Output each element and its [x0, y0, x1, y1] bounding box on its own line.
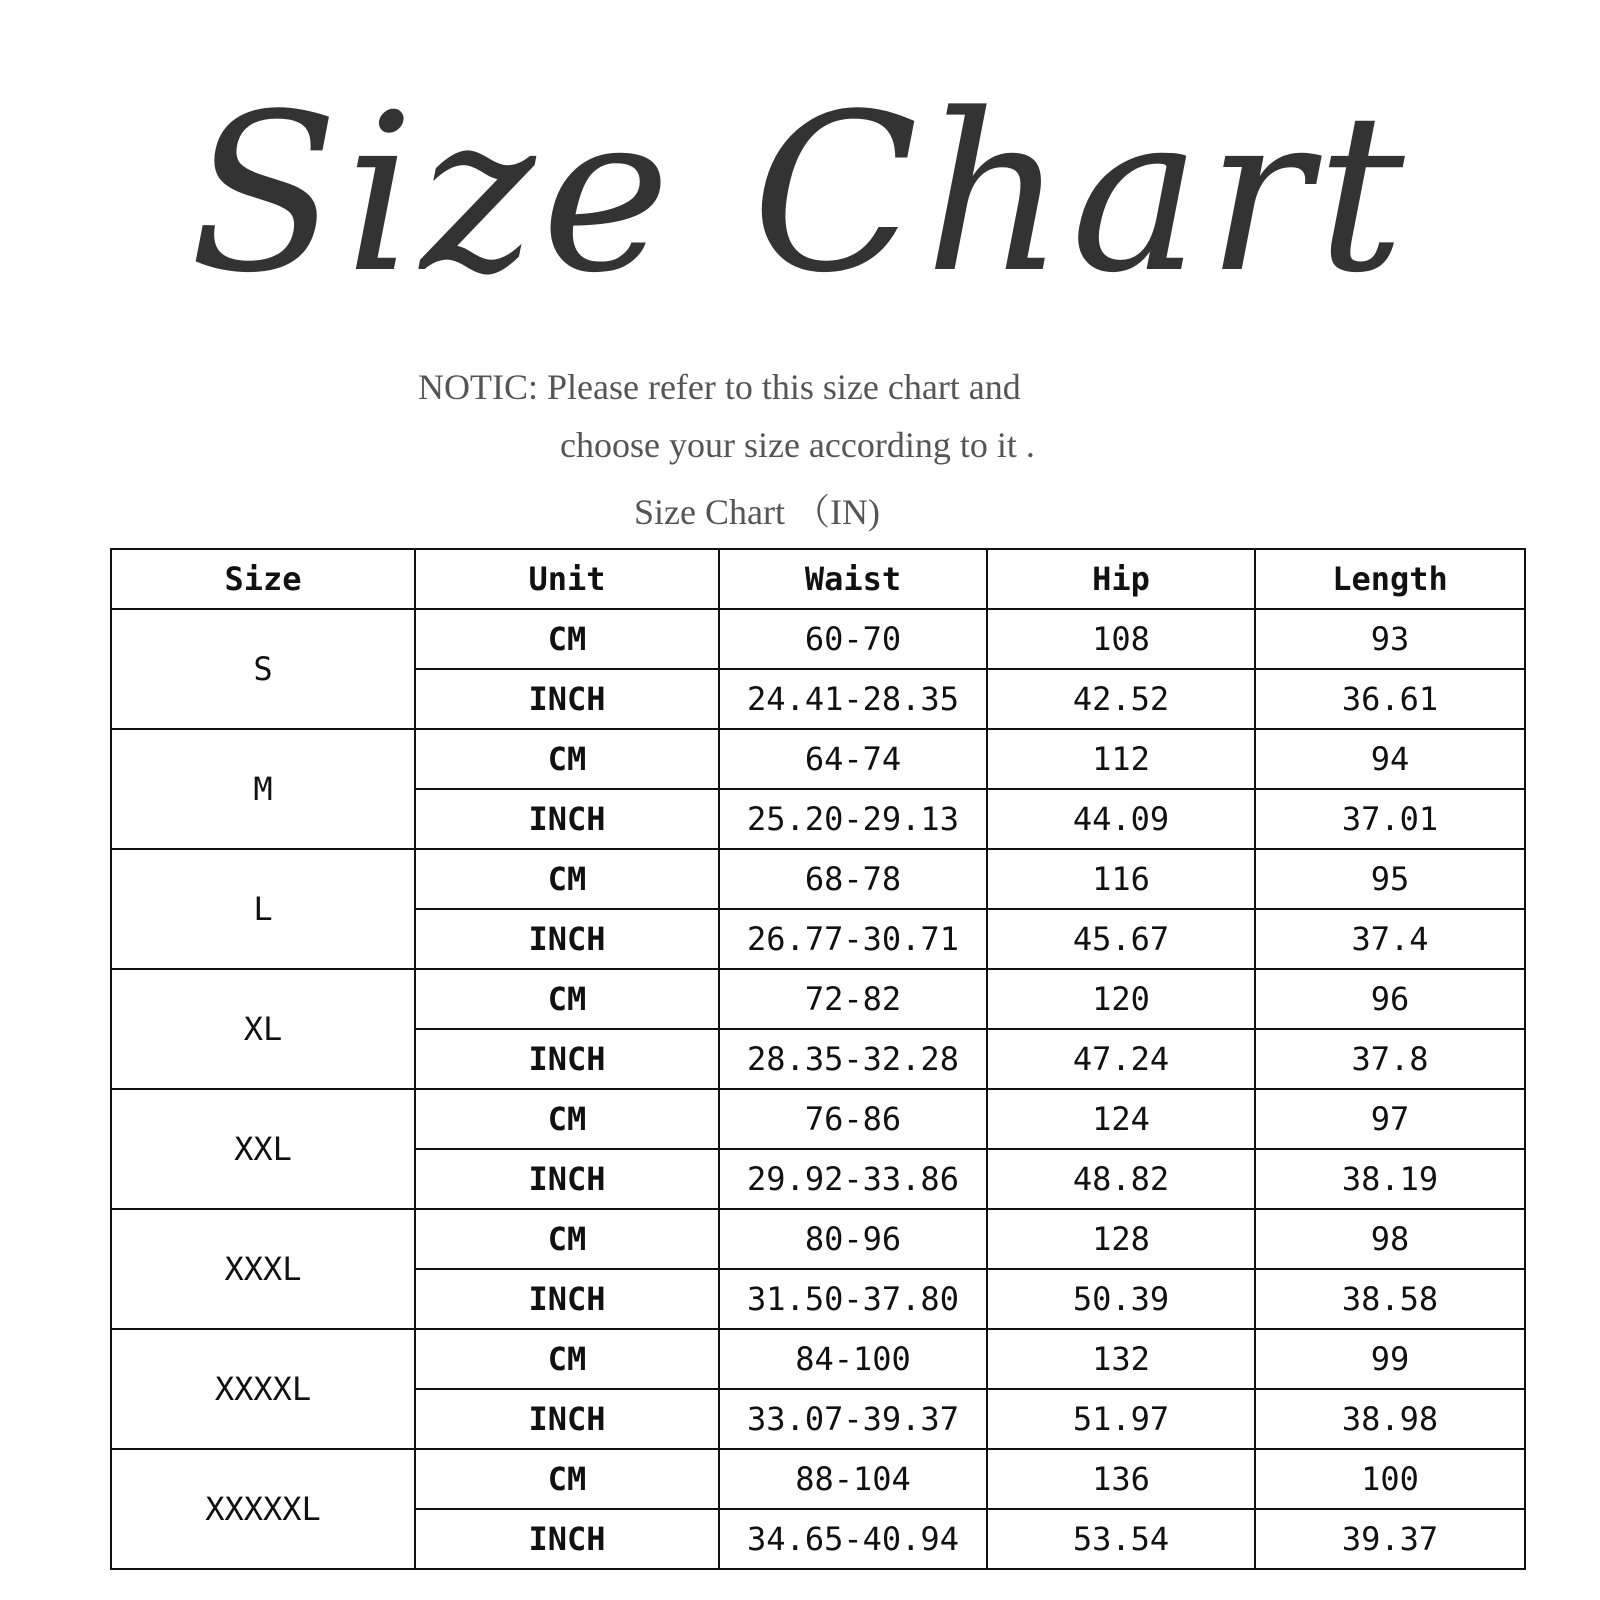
size-label-cell: XXXXXL — [111, 1449, 415, 1569]
length-cell: 95 — [1255, 849, 1525, 909]
length-cell: 37.01 — [1255, 789, 1525, 849]
length-cell: 39.37 — [1255, 1509, 1525, 1569]
notice-line-1: NOTIC: Please refer to this size chart and — [418, 367, 1021, 407]
waist-cell: 24.41-28.35 — [719, 669, 987, 729]
page-title: Size Chart — [189, 68, 1411, 321]
size-label-cell: M — [111, 729, 415, 849]
unit-cell: INCH — [415, 1029, 719, 1089]
waist-cell: 88-104 — [719, 1449, 987, 1509]
waist-cell: 33.07-39.37 — [719, 1389, 987, 1449]
table-subtitle: Size Chart （IN) — [634, 492, 880, 532]
unit-cell: CM — [415, 1209, 719, 1269]
unit-cell: INCH — [415, 1389, 719, 1449]
waist-cell: 72-82 — [719, 969, 987, 1029]
waist-cell: 25.20-29.13 — [719, 789, 987, 849]
table-row — [111, 729, 1525, 789]
unit-cell: CM — [415, 969, 719, 1029]
table-row — [111, 1329, 1525, 1389]
length-cell: 37.8 — [1255, 1029, 1525, 1089]
table-row — [111, 1449, 1525, 1509]
hip-cell: 53.54 — [987, 1509, 1255, 1569]
unit-cell: CM — [415, 729, 719, 789]
table-row — [111, 1209, 1525, 1269]
length-cell: 36.61 — [1255, 669, 1525, 729]
waist-cell: 34.65-40.94 — [719, 1509, 987, 1569]
hip-cell: 116 — [987, 849, 1255, 909]
hip-cell: 48.82 — [987, 1149, 1255, 1209]
waist-cell: 26.77-30.71 — [719, 909, 987, 969]
hip-cell: 108 — [987, 609, 1255, 669]
length-cell: 98 — [1255, 1209, 1525, 1269]
length-cell: 93 — [1255, 609, 1525, 669]
table-row — [111, 609, 1525, 669]
table-row — [111, 969, 1525, 1029]
unit-cell: INCH — [415, 1269, 719, 1329]
unit-cell: CM — [415, 849, 719, 909]
size-table — [110, 548, 1526, 1570]
hip-cell: 132 — [987, 1329, 1255, 1389]
waist-cell: 68-78 — [719, 849, 987, 909]
length-cell: 100 — [1255, 1449, 1525, 1509]
waist-cell: 64-74 — [719, 729, 987, 789]
header-hip: Hip — [987, 549, 1255, 609]
waist-cell: 29.92-33.86 — [719, 1149, 987, 1209]
waist-cell: 76-86 — [719, 1089, 987, 1149]
length-cell: 38.19 — [1255, 1149, 1525, 1209]
length-cell: 38.58 — [1255, 1269, 1525, 1329]
length-cell: 99 — [1255, 1329, 1525, 1389]
waist-cell: 60-70 — [719, 609, 987, 669]
hip-cell: 124 — [987, 1089, 1255, 1149]
unit-cell: INCH — [415, 669, 719, 729]
waist-cell: 80-96 — [719, 1209, 987, 1269]
header-size: Size — [111, 549, 415, 609]
unit-cell: INCH — [415, 1149, 719, 1209]
size-label-cell: XXXXL — [111, 1329, 415, 1449]
size-label-cell: XXL — [111, 1089, 415, 1209]
length-cell: 38.98 — [1255, 1389, 1525, 1449]
table-header-row — [111, 549, 1525, 609]
table-row — [111, 849, 1525, 909]
size-label-cell: L — [111, 849, 415, 969]
header-length: Length — [1255, 549, 1525, 609]
unit-cell: CM — [415, 1329, 719, 1389]
header-unit: Unit — [415, 549, 719, 609]
waist-cell: 84-100 — [719, 1329, 987, 1389]
unit-cell: CM — [415, 609, 719, 669]
header-waist: Waist — [719, 549, 987, 609]
hip-cell: 136 — [987, 1449, 1255, 1509]
hip-cell: 128 — [987, 1209, 1255, 1269]
size-label-cell: XXXL — [111, 1209, 415, 1329]
waist-cell: 28.35-32.28 — [719, 1029, 987, 1089]
unit-cell: INCH — [415, 909, 719, 969]
length-cell: 97 — [1255, 1089, 1525, 1149]
length-cell: 96 — [1255, 969, 1525, 1029]
size-label-cell: XL — [111, 969, 415, 1089]
hip-cell: 44.09 — [987, 789, 1255, 849]
hip-cell: 112 — [987, 729, 1255, 789]
waist-cell: 31.50-37.80 — [719, 1269, 987, 1329]
hip-cell: 45.67 — [987, 909, 1255, 969]
unit-cell: INCH — [415, 789, 719, 849]
hip-cell: 120 — [987, 969, 1255, 1029]
hip-cell: 50.39 — [987, 1269, 1255, 1329]
notice-line-2: choose your size according to it . — [560, 425, 1035, 465]
unit-cell: CM — [415, 1089, 719, 1149]
hip-cell: 42.52 — [987, 669, 1255, 729]
unit-cell: INCH — [415, 1509, 719, 1569]
hip-cell: 51.97 — [987, 1389, 1255, 1449]
length-cell: 94 — [1255, 729, 1525, 789]
length-cell: 37.4 — [1255, 909, 1525, 969]
table-row — [111, 1089, 1525, 1149]
size-label-cell: S — [111, 609, 415, 729]
hip-cell: 47.24 — [987, 1029, 1255, 1089]
unit-cell: CM — [415, 1449, 719, 1509]
table-body — [111, 609, 1525, 1569]
